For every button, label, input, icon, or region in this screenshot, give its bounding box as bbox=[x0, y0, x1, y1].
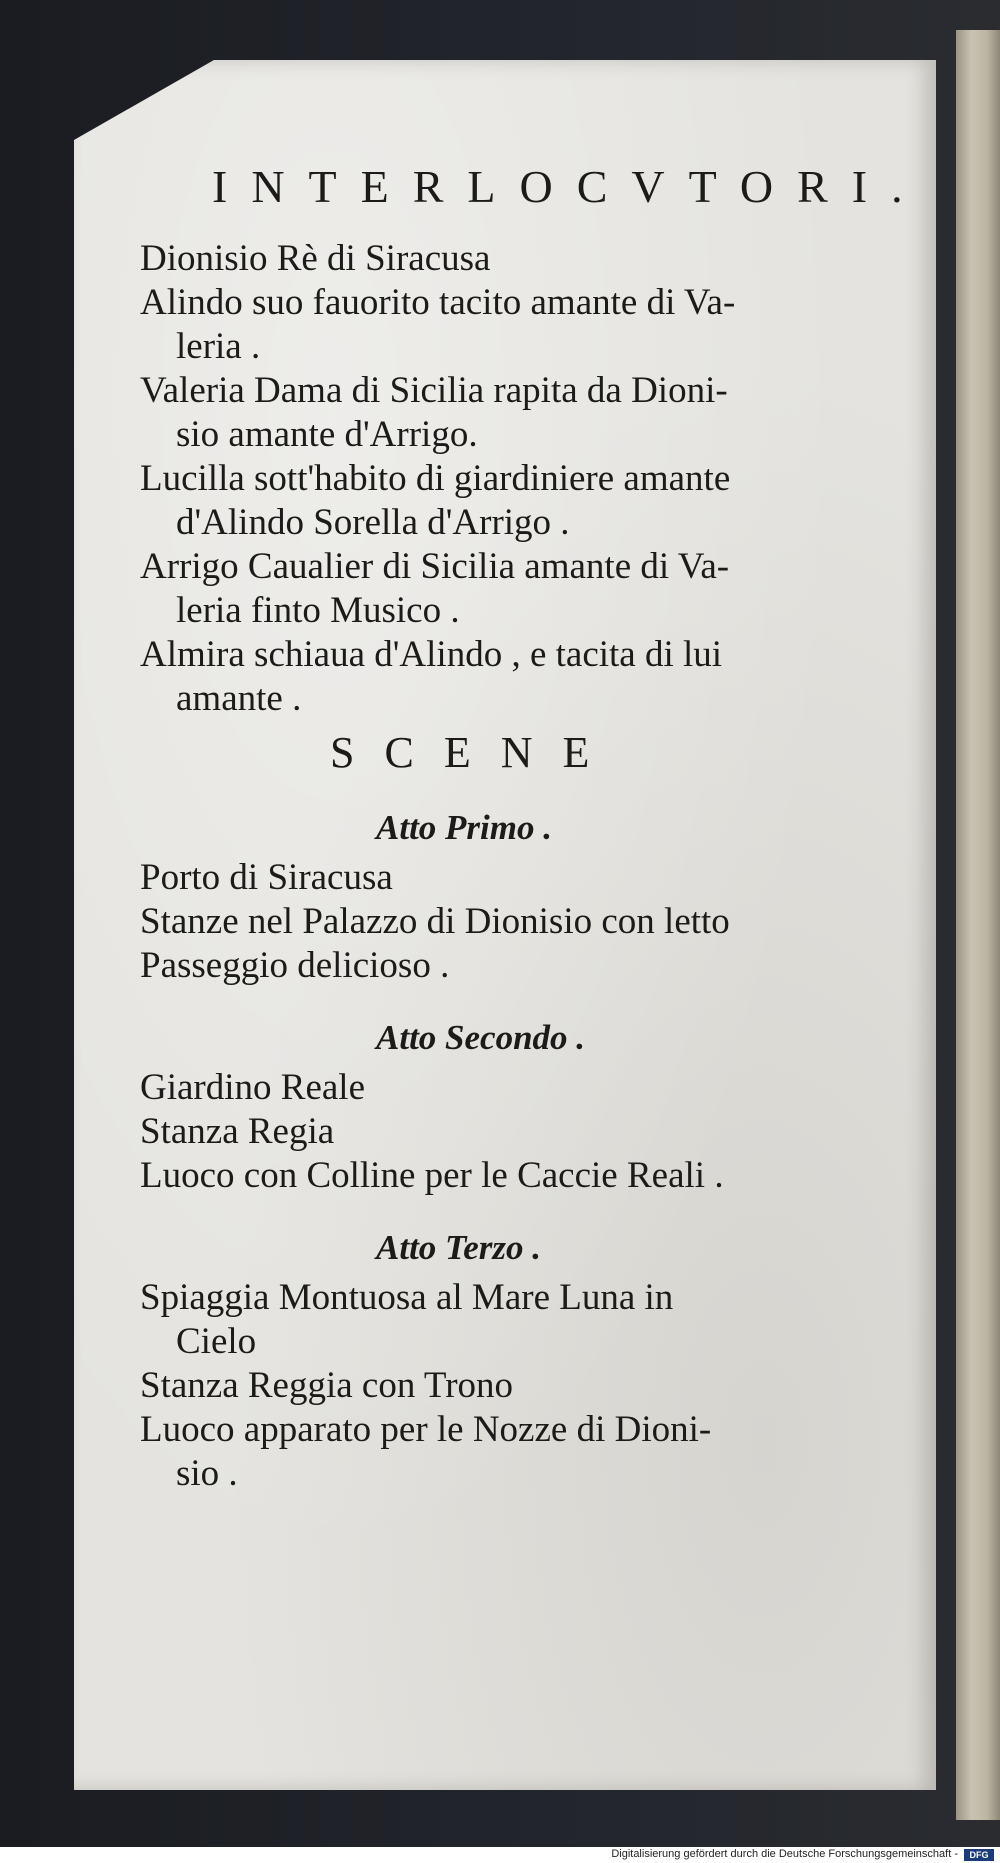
page-heading: INTERLOCVTORI. bbox=[212, 161, 927, 212]
scene-entry: Stanza Reggia con Trono bbox=[140, 1365, 514, 1406]
act-section bbox=[140, 1018, 920, 1198]
page-content bbox=[140, 160, 927, 1496]
digitization-footer bbox=[0, 1847, 1000, 1863]
scene-entry-continued: sio . bbox=[176, 1453, 238, 1494]
act-title: Atto Secondo . bbox=[376, 1018, 586, 1057]
interlocutor-entry bbox=[140, 545, 920, 633]
scene-entry: Stanze nel Palazzo di Dionisio con letto bbox=[140, 901, 730, 942]
dfg-logo: DFG bbox=[964, 1849, 994, 1861]
scene-entry-continued: Cielo bbox=[176, 1321, 257, 1362]
scene-entry: Luoco con Colline per le Caccie Reali . bbox=[140, 1155, 724, 1196]
act-section bbox=[140, 1228, 920, 1496]
entry-line-continued: leria . bbox=[176, 326, 261, 367]
entry-line: Lucilla sott'habito di giardiniere amante bbox=[140, 458, 731, 499]
act-title: Atto Terzo . bbox=[376, 1228, 541, 1267]
entry-line-continued: sio amante d'Arrigo. bbox=[176, 414, 478, 455]
scene-entry: Stanza Regia bbox=[140, 1111, 335, 1152]
scene-entry: Passeggio delicioso . bbox=[140, 945, 450, 986]
interlocutor-entry bbox=[140, 633, 920, 721]
act-section bbox=[140, 808, 920, 988]
entry-line-continued: d'Alindo Sorella d'Arrigo . bbox=[176, 502, 570, 543]
interlocutor-entry bbox=[140, 457, 920, 545]
interlocutor-entry bbox=[140, 237, 920, 281]
interlocutor-entry bbox=[140, 281, 920, 369]
scene-heading: SCENE bbox=[330, 728, 620, 777]
interlocutor-entry bbox=[140, 369, 920, 457]
entry-line-continued: amante . bbox=[176, 678, 302, 719]
scene-entry: Spiaggia Montuosa al Mare Luna in bbox=[140, 1277, 674, 1318]
interlocutor-list bbox=[140, 237, 920, 721]
scene-entry: Porto di Siracusa bbox=[140, 857, 393, 898]
entry-line-continued: leria finto Musico . bbox=[176, 590, 460, 631]
scene-entry: Luoco apparato per le Nozze di Dioni- bbox=[140, 1409, 712, 1450]
scene-entry: Giardino Reale bbox=[140, 1067, 365, 1108]
entry-line: Alindo suo fauorito tacito amante di Va- bbox=[140, 282, 736, 323]
facing-page-edge bbox=[956, 30, 1000, 1820]
entry-line: Arrigo Caualier di Sicilia amante di Va- bbox=[140, 546, 730, 587]
funding-credit: Digitalisierung gefördert durch die Deutsche Forschungsgemeinschaft - bbox=[611, 1848, 958, 1860]
act-title: Atto Primo . bbox=[376, 808, 552, 847]
facing-page-marks bbox=[966, 30, 996, 1820]
entry-line: Valeria Dama di Sicilia rapita da Dioni- bbox=[140, 370, 728, 411]
entry-line: Almira schiaua d'Alindo , e tacita di lui bbox=[140, 634, 723, 675]
entry-line: Dionisio Rè di Siracusa bbox=[140, 238, 491, 279]
